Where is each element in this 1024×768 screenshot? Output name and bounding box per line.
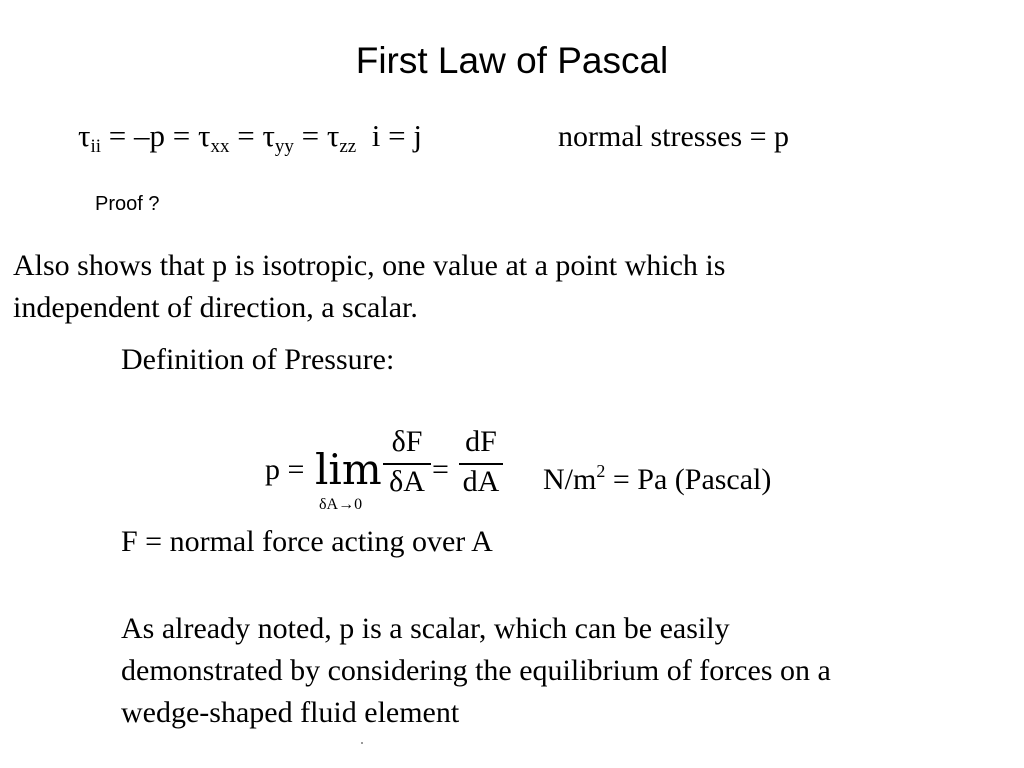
tau-symbol: τ [198,118,211,153]
unit-rest: = Pa (Pascal) [605,463,772,496]
force-definition: F = normal force acting over A [121,525,493,558]
tau-symbol: τ [78,118,91,153]
fraction-denominator: dA [462,465,500,498]
fraction-numerator: dF [465,425,497,458]
formula-equals: = [432,453,449,486]
proof-label: Proof ? [95,193,160,215]
subscript-zz: zz [339,136,357,157]
slide-title: First Law of Pascal [355,40,669,81]
index-condition: i = j [371,118,422,153]
formula-fraction-derivative [457,425,505,499]
decorative-dot [361,742,363,744]
unit-exponent: 2 [596,461,606,481]
normal-stresses-label: normal stresses = p [558,120,790,153]
formula-lim-subscript: δA→0 [319,496,363,513]
unit-base: N/m [543,463,597,496]
subscript-ii: ii [90,136,102,157]
tau-symbol: τ [326,118,340,153]
paragraph-line: Also shows that p is isotropic, one value at a point which is [13,249,726,282]
isotropic-paragraph [13,245,725,329]
tau-symbol: τ [262,118,275,153]
subscript-xx: xx [210,136,230,157]
formula-lim: lim [315,445,382,494]
formula-fraction-delta [383,425,431,499]
fraction-numerator: δF [391,425,423,458]
fraction-denominator: δA [389,465,425,498]
definition-heading: Definition of Pressure: [121,343,395,376]
equation-part: = [293,118,327,153]
pressure-formula [265,425,825,520]
equation-part: = [229,118,263,153]
paragraph-line: wedge-shaped fluid element [121,696,460,729]
equation-part: = –p = [101,118,198,153]
paragraph-line: demonstrated by considering the equilibrium of forces on a [121,654,831,687]
stress-equation [78,118,422,157]
subscript-yy: yy [274,136,294,157]
scalar-paragraph [121,608,831,734]
formula-unit [543,463,771,497]
paragraph-line: As already noted, p is a scalar, which can be easily [121,612,730,645]
formula-p-equals: p = [265,453,305,486]
paragraph-line: independent of direction, a scalar. [13,291,418,324]
